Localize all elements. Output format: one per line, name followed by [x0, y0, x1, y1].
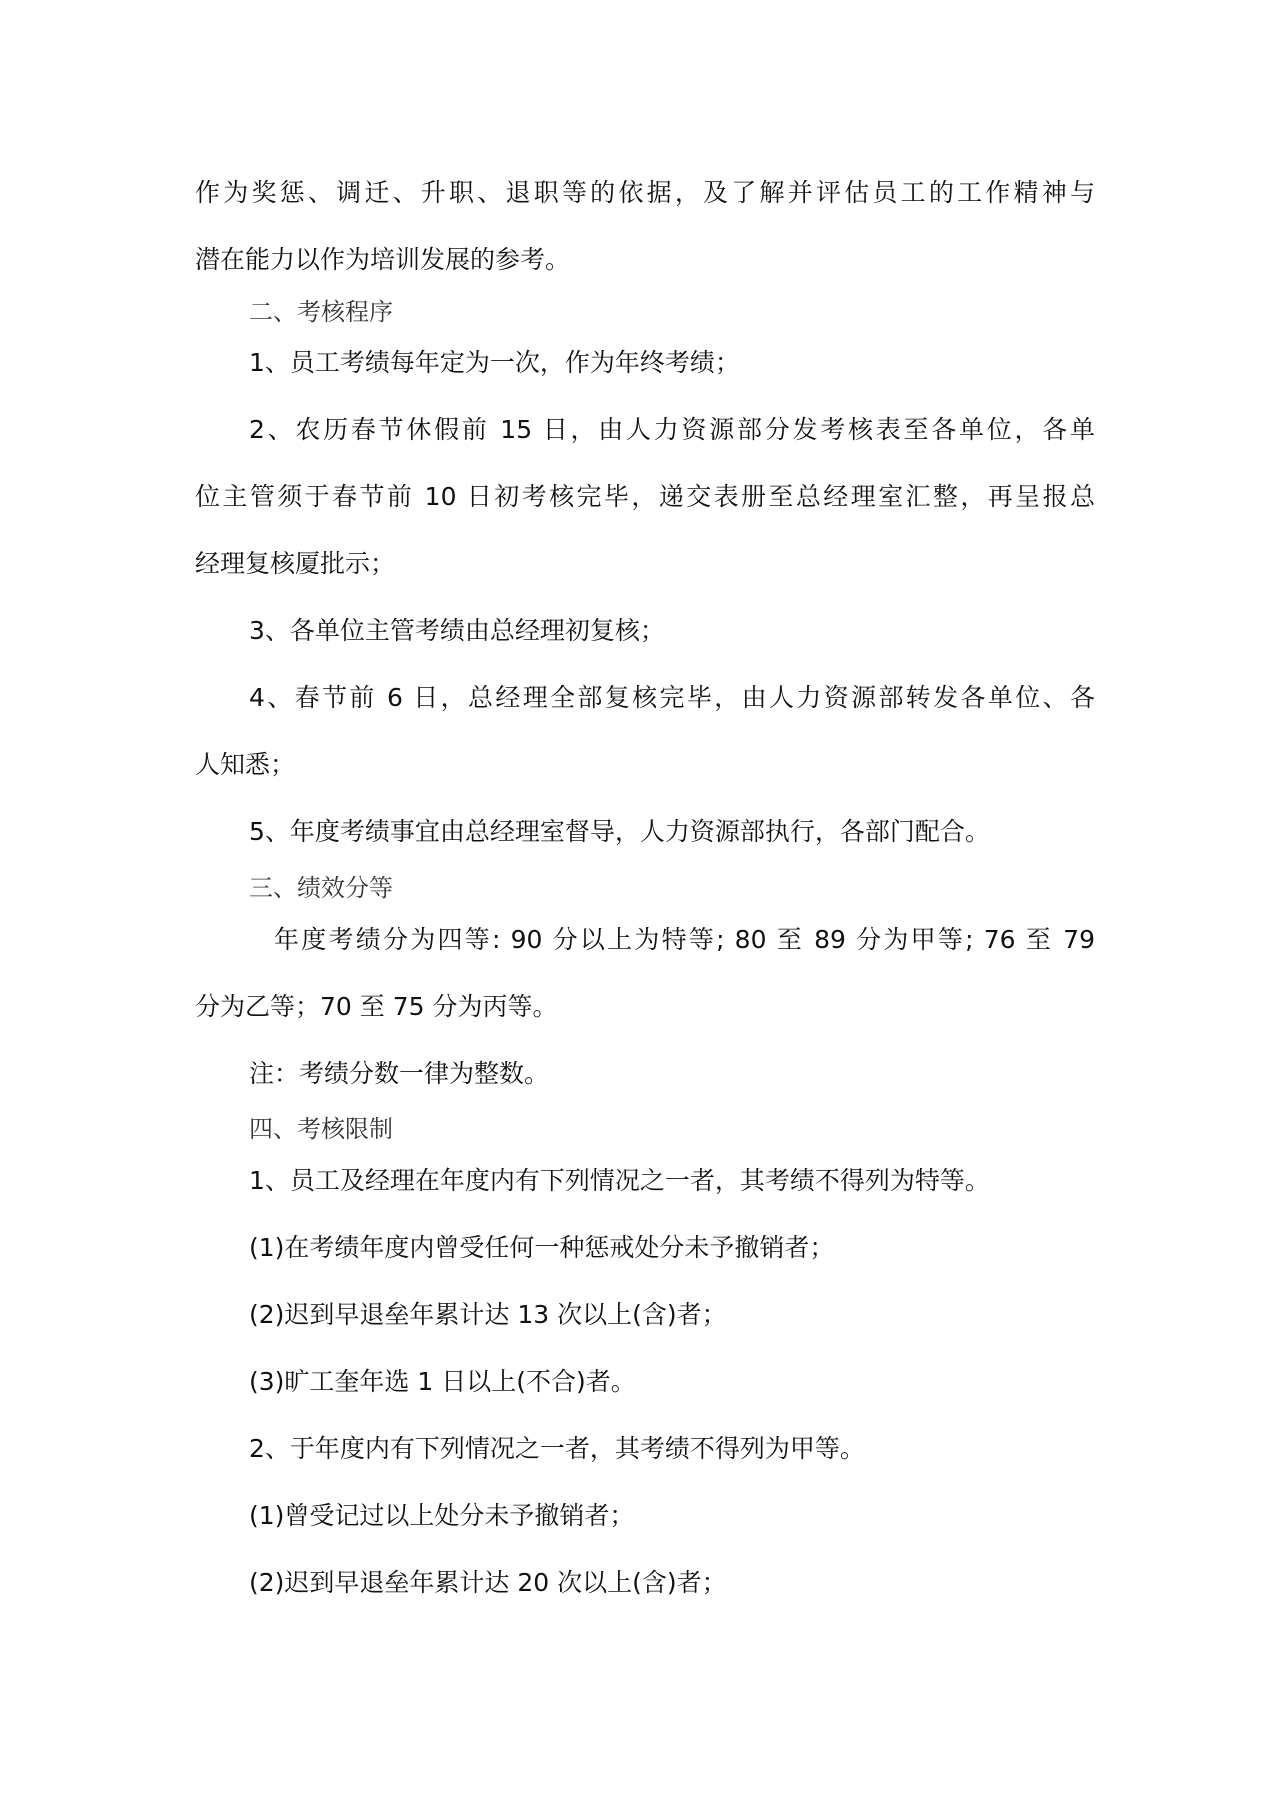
- grades-line-1: 年度考绩分为四等: 90 分以上为特等; 80 至 89 分为甲等; 76 至 79: [274, 925, 1095, 954]
- procedure-item-1: 1、员工考绩每年定为一次，作为年终考绩；: [249, 348, 740, 377]
- procedure-item-2-line-1: 2、农历春节休假前 15 日，由人力资源部分发考核表至各单位，各单: [249, 415, 1095, 444]
- procedure-item-5: 5、年度考绩事宜由总经理室督导，人力资源部执行，各部门配合。: [249, 817, 990, 846]
- procedure-item-2-line-2: 位主管须于春节前 10 日初考核完毕，递交表册至总经理室汇整，再呈报总: [195, 482, 1095, 511]
- procedure-item-3: 3、各单位主管考绩由总经理初复核；: [249, 616, 665, 645]
- paragraph-purpose-line-1: 作为奖惩、调迁、升职、退职等的依据，及了解并评估员工的工作精神与: [195, 178, 1095, 207]
- limit-rule-2: 2、于年度内有下列情况之一者，其考绩不得列为甲等。: [249, 1434, 865, 1463]
- limit-rule-2-item-2: (2)迟到早退垒年累计达 20 次以上(含)者；: [249, 1568, 727, 1597]
- grades-line-2: 分为乙等；70 至 75 分为丙等。: [195, 992, 558, 1021]
- procedure-item-4-line-2: 人知悉；: [195, 750, 296, 779]
- paragraph-purpose-line-2: 潜在能力以作为培训发展的参考。: [195, 245, 571, 274]
- procedure-item-4-line-1: 4、春节前 6 日，总经理全部复核完毕，由人力资源部转发各单位、各: [249, 683, 1095, 712]
- limit-rule-1-item-1: (1)在考绩年度内曾受任何一种惩戒处分未予撤销者；: [249, 1233, 835, 1262]
- limit-rule-1-item-2: (2)迟到早退垒年累计达 13 次以上(含)者；: [249, 1300, 727, 1329]
- section-heading-limits: 四、考核限制: [249, 1115, 393, 1143]
- grades-note: 注：考绩分数一律为整数。: [249, 1059, 550, 1088]
- procedure-item-2-line-3: 经理复核厦批示；: [195, 549, 396, 578]
- section-heading-grades: 三、绩效分等: [249, 874, 393, 902]
- limit-rule-1: 1、员工及经理在年度内有下列情况之一者，其考绩不得列为特等。: [249, 1166, 990, 1195]
- limit-rule-1-item-3: (3)旷工奎年选 1 日以上(不合)者。: [249, 1367, 636, 1396]
- limit-rule-2-item-1: (1)曾受记过以上处分未予撤销者；: [249, 1501, 635, 1530]
- section-heading-procedure: 二、考核程序: [249, 298, 393, 326]
